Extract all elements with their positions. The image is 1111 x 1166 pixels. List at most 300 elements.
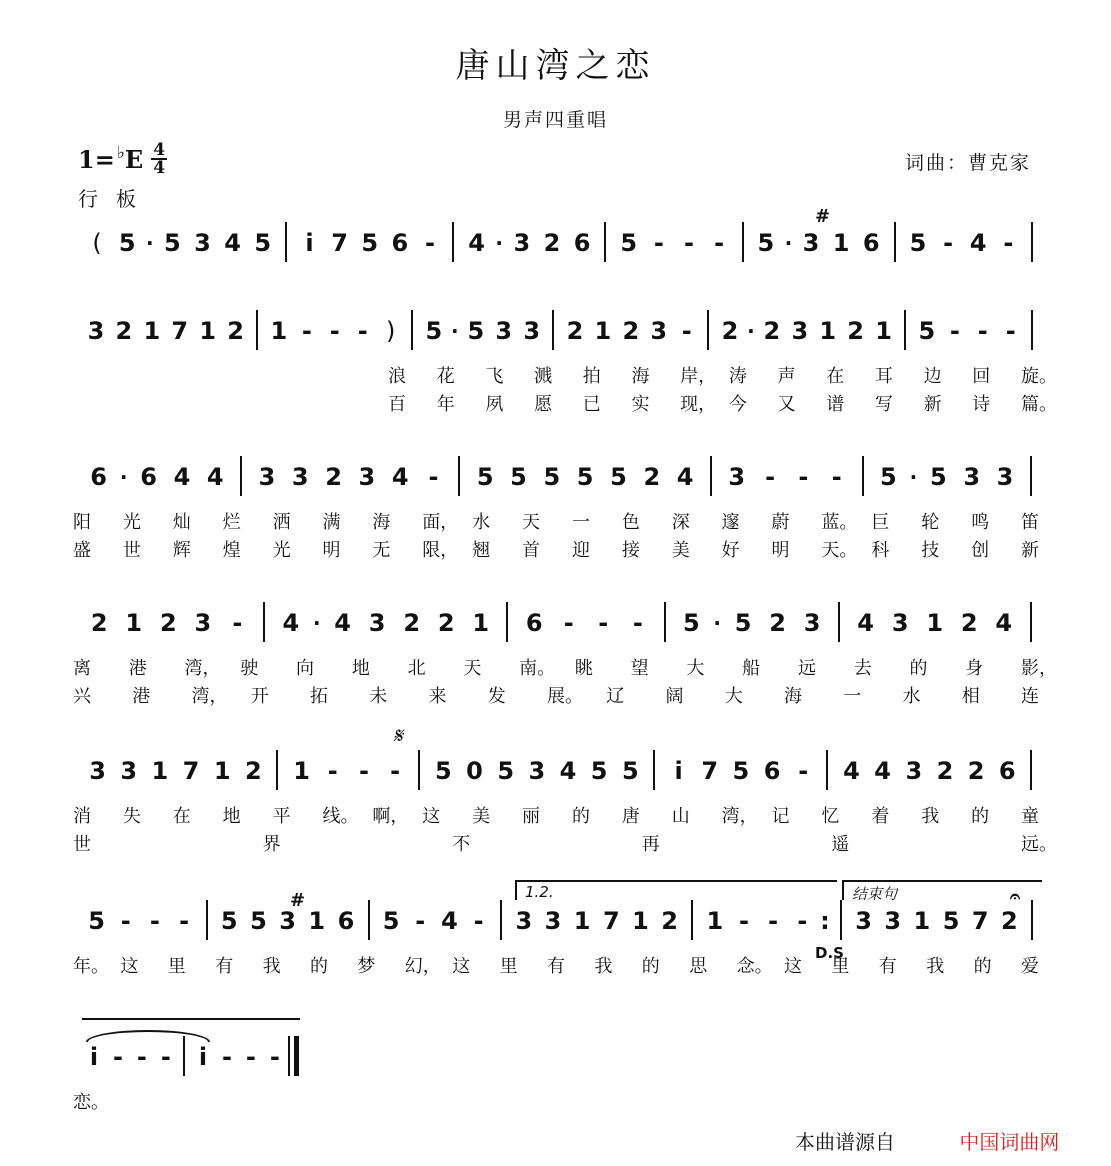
lyric-syllable: 巨 [871, 512, 890, 533]
time-top: 4 [153, 140, 166, 160]
lyric-syllable: 天 [463, 658, 482, 679]
lyric-syllable: 念。 [736, 956, 773, 977]
dash: - [112, 1043, 123, 1071]
lyric-syllable: 我 [262, 956, 281, 977]
lyric-syllable: 望 [630, 658, 649, 679]
note: 3 [802, 229, 820, 257]
lyric-syllable: 影， [1021, 658, 1057, 679]
dash: - [232, 609, 243, 637]
note: 5 [250, 907, 267, 935]
time-bottom: 4 [153, 158, 166, 178]
note: 2 [622, 317, 640, 345]
lyric-syllable: 一 [571, 512, 590, 533]
note: 1 [926, 609, 944, 637]
note: 1 [573, 907, 591, 935]
note: 3 [87, 317, 105, 345]
lyric-syllable: 湾， [184, 658, 221, 679]
note: 7 [701, 757, 719, 785]
lyric-syllable: 水 [902, 686, 921, 707]
lyric-syllable: 新 [923, 394, 942, 415]
note: 5 [497, 757, 515, 785]
lyric-syllable: 溅 [534, 366, 553, 387]
note: 5 [610, 463, 627, 491]
note: 5 [425, 317, 443, 345]
flat-sign: ♭ [116, 143, 125, 163]
dot: · [312, 611, 321, 635]
note: 7 [602, 907, 620, 935]
lyric-syllable: 年 [436, 394, 455, 415]
dash: - [149, 907, 160, 935]
note: 1 [472, 609, 490, 637]
note: 1 [151, 757, 169, 785]
lyrics-row [0, 540, 1111, 566]
lyric-syllable: 美 [472, 806, 491, 827]
barline [653, 750, 655, 790]
lyrics-row [0, 394, 1111, 420]
lyrics-row [0, 1092, 1111, 1118]
note: 5 [734, 609, 752, 637]
note: 5 [621, 757, 639, 785]
tempo-marking: 行板 [78, 187, 154, 211]
lyric-syllable: 这 [120, 956, 139, 977]
note: 3 [791, 317, 809, 345]
note: 3 [120, 757, 138, 785]
barline [368, 900, 370, 940]
note: 5 [467, 317, 485, 345]
note: 2 [244, 757, 262, 785]
note: 1 [594, 317, 612, 345]
note: 5 [382, 907, 400, 935]
lyric-syllable: 技 [921, 540, 940, 561]
lyric-syllable: 笛 [1021, 512, 1039, 533]
barline [604, 222, 606, 262]
note: i [674, 757, 683, 785]
lyric-syllable: 地 [351, 658, 370, 679]
dash: - [943, 229, 954, 257]
note: 1 [143, 317, 161, 345]
barline [288, 1036, 290, 1076]
lyric-syllable: 满 [322, 512, 341, 533]
note: 3 [258, 463, 276, 491]
lyric-syllable: 世 [73, 834, 91, 855]
note: 3 [891, 609, 909, 637]
note: 5 [682, 609, 700, 637]
song-title: 唐山湾之恋 [455, 46, 656, 86]
note: 2 [967, 757, 985, 785]
lyric-syllable: 创 [971, 540, 990, 561]
lyric-syllable: 水 [472, 512, 491, 533]
lyric-syllable: 的 [909, 658, 928, 679]
lyric-syllable: 写 [874, 394, 893, 415]
lyric-syllable: 翘 [472, 540, 491, 561]
note: 4 [995, 609, 1013, 637]
note: 1 [832, 229, 850, 257]
song-subtitle: 男声四重唱 [502, 109, 608, 131]
lyric-syllable: 平 [272, 806, 291, 827]
lyric-syllable: 消 [73, 806, 91, 827]
note: 6 [140, 463, 157, 491]
dash: - [681, 317, 692, 345]
note: 2 [960, 609, 978, 637]
lyric-syllable: 耳 [874, 366, 893, 387]
note: 1 [199, 317, 217, 345]
source-note [795, 1126, 1059, 1155]
note: 5 [254, 229, 272, 257]
barline [506, 602, 508, 642]
note: 5 [543, 463, 561, 491]
fermata-sign: 𝄐 [1010, 886, 1021, 907]
note: 3 [194, 229, 211, 257]
dot: · [495, 231, 504, 255]
note: 6 [862, 229, 880, 257]
lyric-syllable: 鸣 [971, 512, 990, 533]
lyric-syllable: 的 [310, 956, 328, 977]
lyric-syllable: 浪 [388, 366, 406, 387]
note: 2 [325, 463, 342, 491]
note: 3 [279, 907, 296, 935]
barline [894, 222, 896, 262]
lyric-syllable: 辽 [606, 686, 625, 707]
note: 2 [769, 609, 786, 637]
note: 3 [291, 463, 309, 491]
dash: - [1003, 229, 1014, 257]
lyric-syllable: 这 [452, 956, 471, 977]
dot: · [747, 319, 755, 343]
lyric-syllable: 阔 [665, 686, 684, 707]
lyric-syllable: 篇。 [1021, 394, 1057, 415]
note: 2 [847, 317, 864, 345]
note: 3 [728, 463, 746, 491]
note: i [198, 1043, 208, 1071]
lyric-syllable: 遥 [831, 834, 850, 855]
lyrics-row [0, 658, 1111, 684]
dash: - [949, 317, 960, 345]
lyric-syllable: 爱 [1021, 956, 1039, 977]
barline [742, 222, 744, 262]
note: 2 [936, 757, 954, 785]
note: 3 [855, 907, 872, 935]
note: 3 [528, 757, 546, 785]
note: 4 [282, 609, 300, 637]
lyric-syllable: 大 [686, 658, 705, 679]
note: 1 [913, 907, 931, 935]
notes-row [0, 608, 1111, 648]
note: 5 [576, 463, 594, 491]
lyric-syllable: 记 [771, 806, 790, 827]
lyric-syllable: 限， [422, 540, 459, 561]
barline [1031, 310, 1033, 350]
lyric-syllable: 蔚 [771, 512, 790, 533]
barline [294, 1036, 299, 1076]
barline [826, 750, 828, 790]
lyric-syllable: 百 [388, 394, 406, 415]
note: 3 [358, 463, 376, 491]
lyric-syllable: 岸， [680, 366, 717, 387]
lyric-syllable: 一 [843, 686, 862, 707]
note: 5 [930, 463, 947, 491]
note: 1 [125, 609, 143, 637]
dash: - [765, 463, 776, 491]
lyric-syllable: 无 [372, 540, 391, 561]
lyric-syllable: 啊， [372, 806, 409, 827]
lyric-syllable: 灿 [172, 512, 191, 533]
note: 4 [468, 229, 485, 257]
lyrics-row [0, 956, 1111, 982]
note: 3 [495, 317, 513, 345]
lyric-syllable: 色 [621, 512, 640, 533]
note: 4 [224, 229, 241, 257]
note: 4 [334, 609, 351, 637]
lyric-syllable: 烂 [222, 512, 241, 533]
barline [691, 900, 693, 940]
note: 4 [969, 229, 987, 257]
note: 4 [559, 757, 577, 785]
lyric-syllable: 幻， [404, 956, 441, 977]
lyric-syllable: 接 [621, 540, 640, 561]
lyric-syllable: 科 [871, 540, 890, 561]
note: 2 [1001, 907, 1018, 935]
dash: - [739, 907, 749, 935]
lyric-syllable: 边 [923, 366, 942, 387]
lyric-syllable: 身 [965, 658, 984, 679]
note: 2 [90, 609, 108, 637]
note: 6 [763, 757, 781, 785]
lyric-syllable: 夙 [485, 394, 504, 415]
note: 2 [763, 317, 781, 345]
lyric-syllable: 光 [272, 540, 291, 561]
lyric-syllable: 海 [631, 366, 650, 387]
dash: - [301, 317, 312, 345]
lyric-syllable: 思 [689, 956, 708, 977]
dash: - [357, 317, 368, 345]
lyric-syllable: 声 [777, 366, 796, 387]
lyric-syllable: 邃 [721, 512, 740, 533]
key-signature [78, 142, 167, 176]
lyric-syllable: 来 [428, 686, 447, 707]
lyric-syllable: 旋。 [1021, 366, 1057, 387]
lyric-syllable: 天 [522, 512, 541, 533]
lyric-syllable: 明 [771, 540, 790, 561]
notes-row [0, 228, 1111, 268]
segno-sign: 𝄋 [393, 724, 403, 749]
lyric-syllable: 诗 [972, 394, 991, 415]
note: 4 [391, 463, 409, 491]
note: 4 [206, 463, 224, 491]
dash: - [120, 907, 131, 935]
lyric-syllable: 盛 [73, 540, 91, 561]
barline [904, 310, 906, 350]
lyric-syllable: 去 [853, 658, 872, 679]
lyric-syllable: 离 [73, 658, 91, 679]
note: 5 [942, 907, 960, 935]
note: 3 [996, 463, 1014, 491]
lyric-syllable: 湾， [721, 806, 758, 827]
note: 4 [173, 463, 191, 491]
note: 3 [650, 317, 668, 345]
lyric-syllable: 蓝。 [821, 512, 858, 533]
lyric-syllable: 辉 [172, 540, 191, 561]
lyric-syllable: 涛 [728, 366, 747, 387]
barline [183, 1036, 185, 1076]
sharp-sign: # [290, 890, 306, 911]
barline [838, 602, 840, 642]
lyric-syllable: 发 [487, 686, 506, 707]
lyric-syllable: 拓 [310, 686, 328, 707]
note: 2 [403, 609, 421, 637]
note: 5 [732, 757, 750, 785]
lyric-syllable: 界 [262, 834, 281, 855]
source-site: 中国词曲网 [959, 1130, 1060, 1154]
barline [452, 222, 454, 262]
dot: · [909, 465, 918, 489]
note: 6 [525, 609, 543, 637]
lyric-syllable: 地 [222, 806, 241, 827]
dash: - [598, 609, 609, 637]
lyric-syllable: 港 [132, 686, 151, 707]
lyric-syllable: 驶 [240, 658, 259, 679]
barline [710, 456, 712, 496]
lyric-syllable: 好 [721, 540, 740, 561]
barline [500, 900, 502, 940]
dot: · [784, 231, 793, 255]
lyrics-row [0, 512, 1111, 538]
notes-row [0, 462, 1111, 502]
lyric-syllable: 相 [961, 686, 980, 707]
dash: - [327, 757, 338, 785]
note: 5 [757, 229, 775, 257]
barline [411, 310, 413, 350]
barline [206, 900, 208, 940]
dash: - [798, 463, 809, 491]
note: 1 [293, 757, 310, 785]
time-signature [151, 142, 167, 176]
note: 5 [476, 463, 494, 491]
note: 7 [971, 907, 989, 935]
note: 2 [643, 463, 661, 491]
lyric-syllable: 大 [724, 686, 743, 707]
note: 2 [227, 317, 244, 345]
lyric-syllable: 光 [122, 512, 141, 533]
note: 5 [510, 463, 527, 491]
lyric-syllable: 着 [871, 806, 890, 827]
lyric-syllable: 未 [369, 686, 388, 707]
lyric-syllable: 唐 [621, 806, 640, 827]
lyric-syllable: 童 [1021, 806, 1039, 827]
dash: - [684, 229, 695, 257]
dash: - [714, 229, 725, 257]
lyric-syllable: 不 [452, 834, 471, 855]
lyric-syllable: 连 [1021, 686, 1039, 707]
note: 3 [884, 907, 902, 935]
dash: - [424, 229, 435, 257]
barline [664, 602, 666, 642]
lyric-syllable: 船 [742, 658, 761, 679]
lyric-syllable: 海 [372, 512, 391, 533]
barline [418, 750, 420, 790]
bracket-line [82, 1018, 300, 1020]
note: ) [385, 317, 396, 345]
note: 5 [590, 757, 608, 785]
lyric-syllable: 忆 [821, 806, 840, 827]
lyric-syllable: 愿 [534, 394, 553, 415]
dash: - [563, 609, 574, 637]
dash: - [632, 609, 643, 637]
note: 3 [963, 463, 981, 491]
dash: - [179, 907, 190, 935]
note: 6 [90, 463, 107, 491]
note: 1 [706, 907, 724, 935]
note: 3 [905, 757, 923, 785]
lyric-syllable: 面， [422, 512, 459, 533]
note: 7 [182, 757, 200, 785]
lyric-syllable: 回 [972, 366, 991, 387]
barline [240, 456, 242, 496]
lyrics-row [0, 686, 1111, 712]
ending-label: 结束句 [852, 885, 898, 903]
dash: - [415, 907, 426, 935]
barline [1030, 456, 1032, 496]
barline [862, 456, 864, 496]
lyric-syllable: 恋。 [73, 1092, 109, 1113]
lyric-syllable: 轮 [921, 512, 940, 533]
note: 2 [159, 609, 177, 637]
lyric-syllable: 拍 [582, 366, 601, 387]
note: 7 [171, 317, 189, 345]
barline [1031, 222, 1033, 262]
note: 5 [220, 907, 238, 935]
dash: - [358, 757, 369, 785]
notes-row [0, 1042, 1111, 1082]
tie-arc [86, 1030, 210, 1042]
lyric-syllable: 这 [422, 806, 441, 827]
dal-segno-mark: D.S [815, 944, 844, 962]
note: 7 [331, 229, 348, 257]
lyric-syllable: 向 [296, 658, 315, 679]
note: 6 [998, 757, 1016, 785]
note: 1 [632, 907, 649, 935]
lyric-syllable: 远。 [1021, 834, 1057, 855]
note: i [305, 229, 314, 257]
lyric-syllable: 有 [215, 956, 234, 977]
note: 4 [441, 907, 458, 935]
note: 3 [523, 317, 541, 345]
lyric-syllable: 的 [971, 806, 990, 827]
lyric-syllable: 北 [407, 658, 426, 679]
note: 1 [819, 317, 837, 345]
lyric-syllable: 南。 [519, 658, 556, 679]
lyric-syllable: 有 [878, 956, 897, 977]
dash: - [136, 1043, 147, 1071]
note: 3 [803, 609, 821, 637]
dash: - [1005, 317, 1016, 345]
lyrics-row [0, 834, 1111, 860]
lyric-syllable: 海 [784, 686, 802, 707]
lyric-syllable: 美 [671, 540, 690, 561]
dash: - [160, 1043, 171, 1071]
barline [285, 222, 287, 262]
dash: - [798, 757, 809, 785]
composer-credit: 词曲：曹克家 [905, 152, 1032, 174]
lyric-syllable: 谱 [826, 394, 845, 415]
lyric-syllable: 线。 [322, 806, 359, 827]
note: 1 [875, 317, 892, 345]
note: 4 [676, 463, 694, 491]
note: 3 [194, 609, 212, 637]
dash: - [797, 907, 808, 935]
note: 6 [573, 229, 591, 257]
barline [256, 310, 258, 350]
barline [707, 310, 709, 350]
